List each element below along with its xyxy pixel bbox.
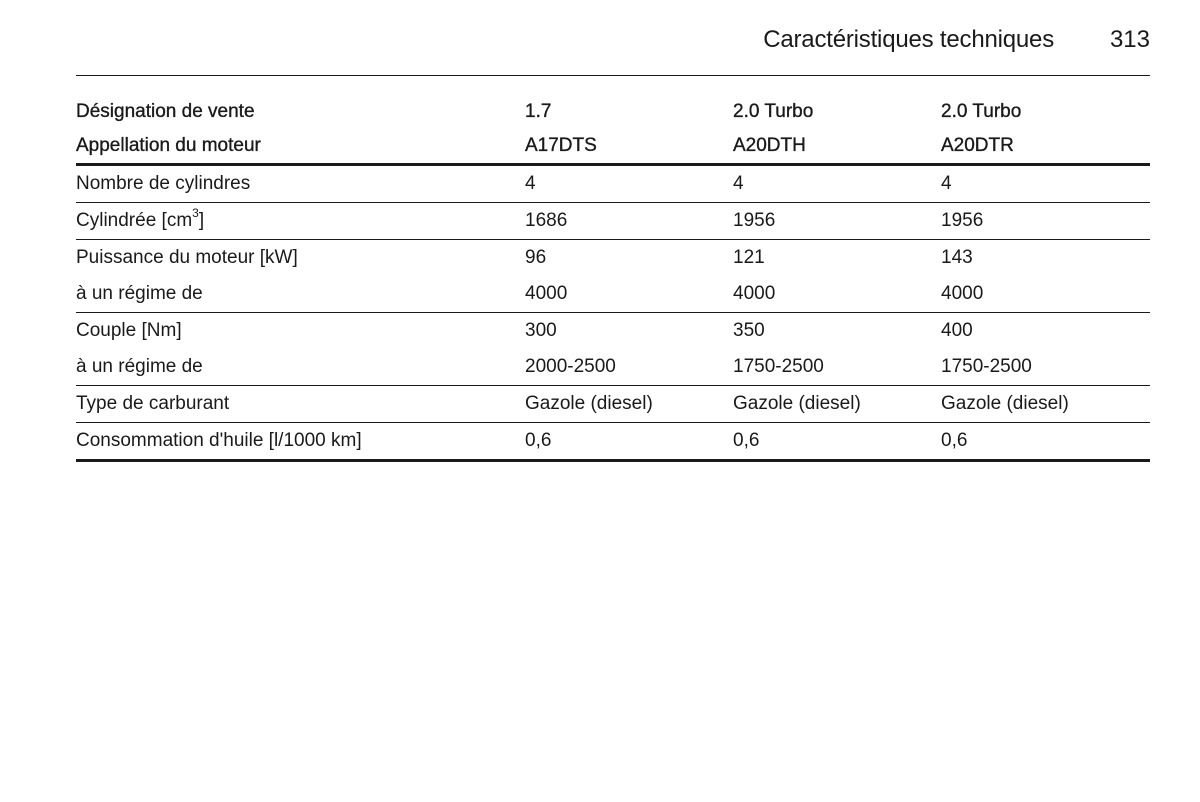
table-row	[76, 166, 1150, 202]
unit-superscript: 3	[192, 205, 199, 220]
value-cell: 4000	[941, 283, 984, 304]
table-row	[76, 240, 1150, 276]
value-cell: 1750-2500	[733, 356, 824, 377]
row-label	[76, 356, 203, 378]
row-label-text: à un régime de	[76, 356, 203, 377]
page-header	[76, 24, 1150, 58]
value-cell: 350	[733, 320, 765, 341]
table-header-row	[76, 95, 1150, 129]
row-label	[76, 205, 205, 232]
engine-spec-table	[76, 95, 1150, 462]
value-cell: 4000	[525, 283, 568, 304]
table-row	[76, 203, 1150, 239]
value-cell: 1956	[733, 210, 776, 231]
row-label-text: Type de carburant	[76, 393, 230, 414]
value-cell: Gazole (diesel)	[941, 393, 1069, 414]
value-cell: 0,6	[733, 430, 760, 451]
table-header-row	[76, 129, 1150, 163]
value-cell: 2000-2500	[525, 356, 616, 377]
table-row	[76, 423, 1150, 459]
row-label	[76, 430, 362, 452]
table-bottom-rule	[76, 459, 1150, 462]
table-row	[76, 349, 1150, 385]
header-cell: A20DTR	[941, 135, 1014, 156]
section-title: Caractéristiques techniques	[763, 26, 1054, 53]
header-cell: A20DTH	[733, 135, 806, 156]
value-cell: 4	[525, 173, 536, 194]
header-cell: A17DTS	[525, 135, 597, 156]
page-number: 313	[1109, 26, 1150, 53]
row-label	[76, 320, 182, 342]
value-cell: 1750-2500	[941, 356, 1032, 377]
value-cell: 1956	[941, 210, 984, 231]
row-label-text: Couple [Nm]	[76, 320, 182, 341]
row-label	[76, 173, 250, 195]
header-row-label: Appellation du moteur	[76, 135, 261, 156]
value-cell: 300	[525, 320, 557, 341]
header-cell: 1.7	[525, 101, 552, 122]
header-rule	[76, 75, 1150, 76]
value-cell: Gazole (diesel)	[525, 393, 653, 414]
header-cell: 2.0 Turbo	[733, 101, 814, 122]
value-cell: 0,6	[525, 430, 552, 451]
value-cell: 96	[525, 247, 547, 268]
row-label-text: Consommation d'huile [l/1000 km]	[76, 430, 362, 451]
value-cell: 0,6	[941, 430, 968, 451]
table-row	[76, 276, 1150, 312]
value-cell: 121	[733, 247, 765, 268]
value-cell: 4000	[733, 283, 776, 304]
value-cell: 4	[733, 173, 744, 194]
header-row-label: Désignation de vente	[76, 101, 255, 122]
value-cell: 400	[941, 320, 973, 341]
row-label-text: Cylindrée [cm	[76, 210, 193, 231]
header-cell: 2.0 Turbo	[941, 101, 1022, 122]
value-cell: 143	[941, 247, 973, 268]
value-cell: 1686	[525, 210, 568, 231]
row-label	[76, 283, 203, 305]
row-label	[76, 247, 298, 269]
row-label-text: à un régime de	[76, 283, 203, 304]
row-label-text: Nombre de cylindres	[76, 173, 251, 194]
row-label-suffix: ]	[198, 210, 205, 231]
table-row	[76, 386, 1150, 422]
row-label	[76, 393, 229, 415]
value-cell: 4	[941, 173, 952, 194]
row-label-text: Puissance du moteur [kW]	[76, 247, 298, 268]
value-cell: Gazole (diesel)	[733, 393, 861, 414]
table-row	[76, 313, 1150, 349]
